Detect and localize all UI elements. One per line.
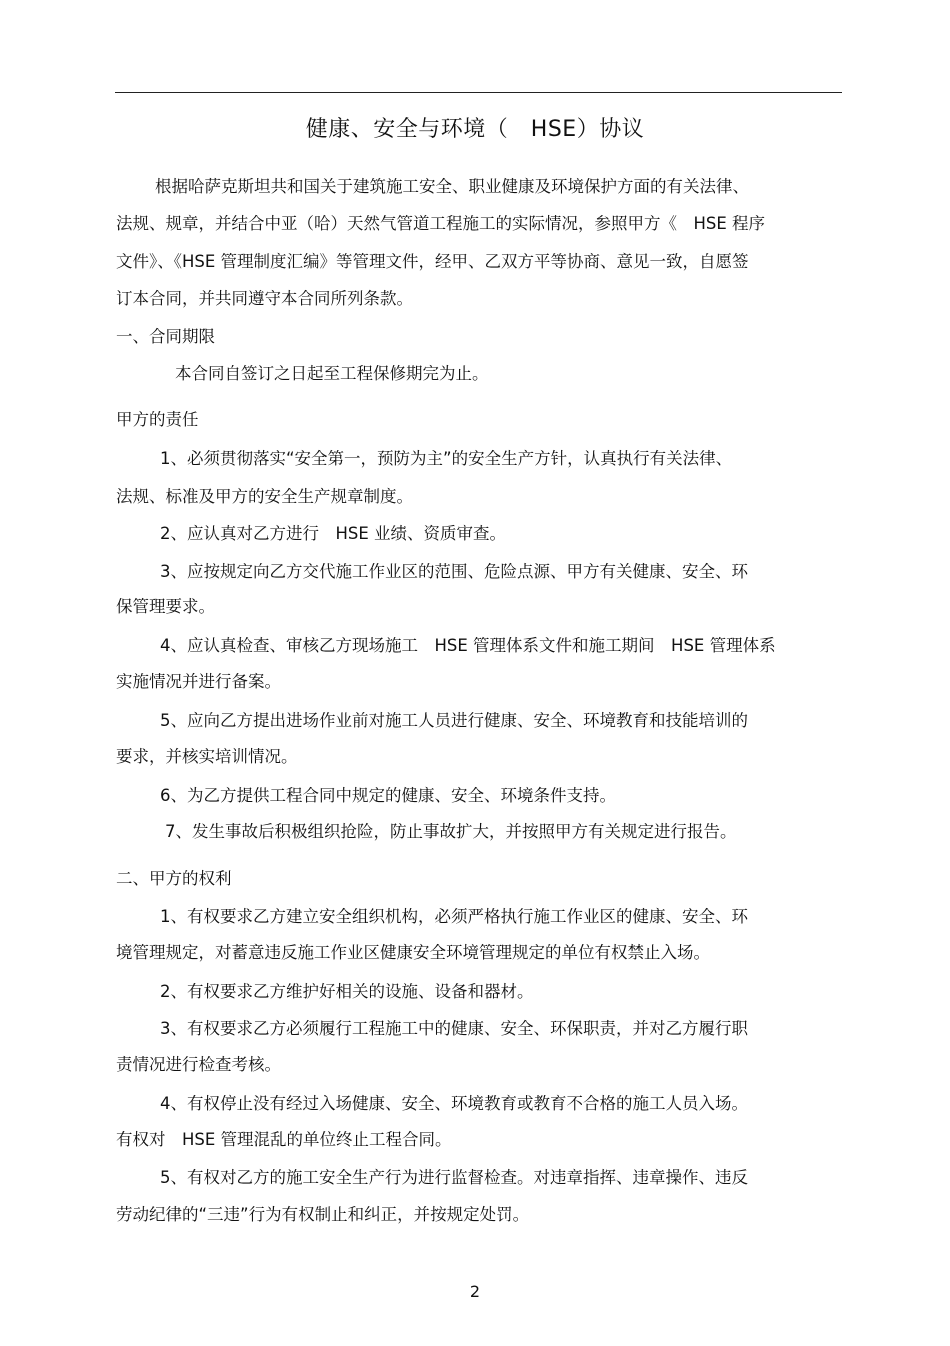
party-a-responsibilities-heading: 甲方的责任	[116, 410, 199, 429]
right-5-line-1: 5、有权对乙方的施工安全生产行为进行监督检查。对违章指挥、违章操作、违反	[160, 1168, 748, 1187]
responsibility-3-line-1: 3、应按规定向乙方交代施工作业区的范围、危险点源、甲方有关健康、安全、环	[160, 562, 748, 581]
responsibility-1-line-2: 法规、标准及甲方的安全生产规章制度。	[116, 487, 413, 506]
section-2-heading: 二、甲方的权利	[116, 869, 232, 888]
right-3-line-1: 3、有权要求乙方必须履行工程施工中的健康、安全、环保职责，并对乙方履行职	[160, 1019, 748, 1038]
section-1-heading: 一、合同期限	[116, 327, 215, 346]
intro-line-1: 根据哈萨克斯坦共和国关于建筑施工安全、职业健康及环境保护方面的有关法律、	[155, 177, 749, 196]
intro-line-3: 文件》、《HSE 管理制度汇编》等管理文件，经甲、乙双方平等协商、意见一致，自愿签	[116, 252, 749, 271]
right-2: 2、有权要求乙方维护好相关的设施、设备和器材。	[160, 982, 534, 1001]
responsibility-1-line-1: 1、必须贯彻落实“安全第一，预防为主”的安全生产方针，认真执行有关法律、	[160, 449, 733, 468]
responsibility-3-line-2: 保管理要求。	[116, 597, 215, 616]
responsibility-6: 6、为乙方提供工程合同中规定的健康、安全、环境条件支持。	[160, 786, 616, 805]
responsibility-7: 7、发生事故后积极组织抢险，防止事故扩大，并按照甲方有关规定进行报告。	[165, 822, 737, 841]
responsibility-5-line-2: 要求，并核实培训情况。	[116, 747, 298, 766]
responsibility-4-line-2: 实施情况并进行备案。	[116, 672, 281, 691]
document-title: 健康、安全与环境（ HSE）协议	[305, 117, 645, 142]
right-3-line-2: 责情况进行检查考核。	[116, 1055, 281, 1074]
responsibility-4-line-1: 4、应认真检查、审核乙方现场施工 HSE 管理体系文件和施工期间 HSE 管理体系	[160, 636, 776, 655]
right-4-line-2: 有权对 HSE 管理混乱的单位终止工程合同。	[116, 1130, 452, 1149]
section-1-text: 本合同自签订之日起至工程保修期完为止。	[175, 364, 489, 383]
page-number: 2	[469, 1282, 481, 1301]
responsibility-2: 2、应认真对乙方进行 HSE 业绩、资质审查。	[160, 524, 507, 543]
right-1-line-2: 境管理规定，对蓄意违反施工作业区健康安全环境管理规定的单位有权禁止入场。	[116, 943, 710, 962]
intro-line-2: 法规、规章，并结合中亚（哈）天然气管道工程施工的实际情况，参照甲方《 HSE 程序	[116, 214, 766, 233]
right-1-line-1: 1、有权要求乙方建立安全组织机构，必须严格执行施工作业区的健康、安全、环	[160, 907, 748, 926]
header-rule	[115, 92, 842, 93]
right-5-line-2: 劳动纪律的“三违”行为有权制止和纠正，并按规定处罚。	[116, 1205, 530, 1224]
intro-line-4: 订本合同，并共同遵守本合同所列条款。	[116, 289, 413, 308]
right-4-line-1: 4、有权停止没有经过入场健康、安全、环境教育或教育不合格的施工人员入场。	[160, 1094, 748, 1113]
responsibility-5-line-1: 5、应向乙方提出进场作业前对施工人员进行健康、安全、环境教育和技能培训的	[160, 711, 748, 730]
